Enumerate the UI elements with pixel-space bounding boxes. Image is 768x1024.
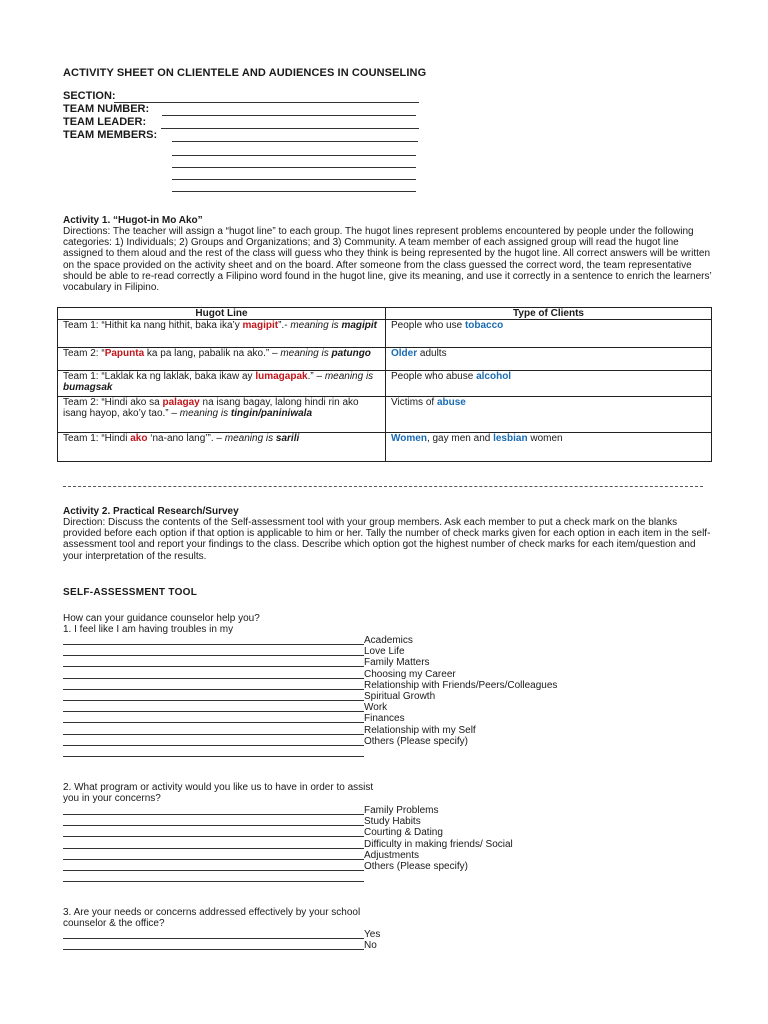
option-label: Others (Please specify) (364, 735, 468, 747)
checkbox-option (63, 657, 430, 668)
checkbox-option (63, 805, 438, 816)
checkbox-option (63, 713, 405, 724)
check-blank[interactable] (63, 635, 364, 645)
checkbox-option (63, 940, 377, 951)
checkbox-option (63, 929, 380, 940)
team-members-label: TEAM MEMBERS: (63, 129, 158, 141)
check-blank[interactable] (63, 725, 364, 735)
option-label: Difficulty in making friends/ Social (364, 838, 513, 850)
team-leader-label: TEAM LEADER: (63, 116, 147, 128)
check-blank[interactable] (63, 657, 364, 667)
check-blank[interactable] (63, 839, 364, 849)
checkbox-option (63, 669, 456, 680)
hugot-line-cell: Team 1: “Hindi ako ‘na-ano lang’”. – meaning is sarili (58, 433, 386, 462)
tool-intro: How can your guidance counselor help you? (63, 613, 260, 624)
team-members-blank[interactable] (172, 141, 418, 142)
column-header: Type of Clients (386, 308, 712, 320)
table-row (58, 320, 712, 348)
option-label: Finances (364, 713, 405, 725)
check-blank[interactable] (63, 691, 364, 701)
team-members-blank[interactable] (172, 167, 416, 168)
activity1-heading: Activity 1. “Hugot-in Mo Ako” (63, 215, 203, 226)
table-row (58, 433, 712, 462)
option-label: Family Problems (364, 805, 439, 816)
table-row (58, 371, 712, 397)
checkbox-option (63, 702, 387, 713)
hugot-line-cell: Team 1: “Hithit ka nang hithit, baka ika’y magipit”.- meaning is magipit (58, 320, 386, 348)
checkbox-option (63, 872, 364, 883)
section-label: SECTION: (63, 90, 116, 102)
hugot-line-cell: Team 2: “Papunta ka pa lang, pabalik na ako.” – meaning is patungo (58, 348, 386, 371)
team-number-label: TEAM NUMBER: (63, 103, 150, 115)
check-blank[interactable] (63, 929, 364, 939)
checkbox-option (63, 839, 513, 850)
checkbox-option (63, 736, 468, 747)
question-3-line1: 3. Are your needs or concerns addressed effectively by your school (63, 907, 361, 918)
check-blank[interactable] (63, 861, 364, 871)
team-members-blank[interactable] (172, 179, 416, 180)
section-divider (63, 486, 703, 487)
team-number-blank[interactable] (162, 115, 416, 116)
hugot-table (57, 307, 712, 462)
check-blank[interactable] (63, 816, 364, 826)
option-label: Courting & Dating (364, 827, 443, 839)
team-members-blank[interactable] (172, 191, 416, 192)
checkbox-option (63, 850, 419, 861)
client-type-cell: Women, gay men and lesbian women (386, 433, 712, 462)
check-blank[interactable] (63, 713, 364, 723)
client-type-cell: People who use tobacco (386, 320, 712, 348)
checkbox-option (63, 635, 413, 646)
checkbox-option (63, 646, 405, 657)
checkbox-option (63, 747, 364, 758)
client-type-cell: People who abuse alcohol (386, 371, 712, 397)
check-blank[interactable] (63, 805, 364, 815)
check-blank[interactable] (63, 747, 364, 757)
check-blank[interactable] (63, 646, 364, 656)
hugot-line-cell: Team 2: “Hindi ako sa palagay na isang bagay, lalong hindi rin ako isang hayop, ako’y tao.” – meaning is tingin/paniniwala (58, 397, 386, 433)
page-title: ACTIVITY SHEET ON CLIENTELE AND AUDIENCES IN COUNSELING (63, 67, 427, 79)
option-label: Choosing my Career (364, 668, 456, 680)
option-label: Relationship with my Self (364, 724, 476, 736)
table-row (58, 348, 712, 371)
checkbox-option (63, 816, 421, 827)
option-label: Adjustments (364, 849, 420, 861)
activity1-directions: Directions: The teacher will assign a “hugot line” to each group. The hugot lines represent problems encountered by people under the following categories: 1) Individuals; 2) Groups and Organizations; and 3) Community. A team member of each assigned group will read the hugot line assigned to them aloud and the rest of the class will guess who they think is being represented by the hugot line. All correct answers will be written on the space provided on the activity sheet and on the board. After someone from the class guessed the correct word, the team representative should be able to re-read correctly a Filipino word found in the hugot line, give its meaning, and use it correctly in a sentence to enrich the learners’ vocabulary in Filipino. (63, 226, 712, 294)
client-type-cell: Older adults (386, 348, 712, 371)
option-label: Spiritual Growth (364, 691, 436, 702)
option-label: Study Habits (364, 816, 421, 828)
option-label: Others (Please specify) (364, 861, 468, 872)
activity2-heading: Activity 2. Practical Research/Survey (63, 506, 239, 517)
section-blank[interactable] (114, 102, 419, 103)
table-row (58, 397, 712, 433)
checkbox-option (63, 827, 443, 838)
column-header: Hugot Line (58, 308, 386, 320)
question-2-line2: you in your concerns? (63, 793, 161, 804)
option-label: Relationship with Friends/Peers/Colleagues (364, 679, 558, 691)
team-leader-blank[interactable] (161, 128, 419, 129)
check-blank[interactable] (63, 680, 364, 690)
question-2-line1: 2. What program or activity would you like us to have in order to assist (63, 782, 374, 793)
option-label: No (364, 940, 377, 952)
option-label: Yes (364, 929, 381, 940)
question-1: 1. I feel like I am having troubles in my (63, 624, 234, 635)
question-3-line2: counselor & the office? (63, 918, 165, 929)
activity2-direction: Direction: Discuss the contents of the Self-assessment tool with your group members. Ask each member to put a check mark on the blanks provided before each option if that option is applicable to him or her. Tally the number of check marks given for each option in each item in the self-assessment tool and report your findings to the class. Describe which option got the highest number of check marks for each item/question and your interpretation of the results. (63, 517, 711, 562)
check-blank[interactable] (63, 940, 364, 950)
option-label: Work (364, 702, 388, 714)
table-header-row (58, 308, 712, 320)
tool-heading: SELF-ASSESSMENT TOOL (63, 587, 198, 598)
hugot-line-cell: Team 1: “Laklak ka ng laklak, baka ikaw ay lumagapak.” – meaning is bumagsak (58, 371, 386, 397)
check-blank[interactable] (63, 850, 364, 860)
checkbox-option (63, 691, 435, 702)
check-blank[interactable] (63, 736, 364, 746)
team-members-blank[interactable] (172, 155, 416, 156)
check-blank[interactable] (63, 872, 364, 882)
check-blank[interactable] (63, 827, 364, 837)
option-label: Family Matters (364, 657, 430, 669)
checkbox-option (63, 861, 468, 872)
option-label: Love Life (364, 646, 405, 658)
checkbox-option (63, 725, 476, 736)
check-blank[interactable] (63, 702, 364, 712)
option-label: Academics (364, 635, 413, 646)
client-type-cell: Victims of abuse (386, 397, 712, 433)
checkbox-option (63, 680, 557, 691)
check-blank[interactable] (63, 669, 364, 679)
